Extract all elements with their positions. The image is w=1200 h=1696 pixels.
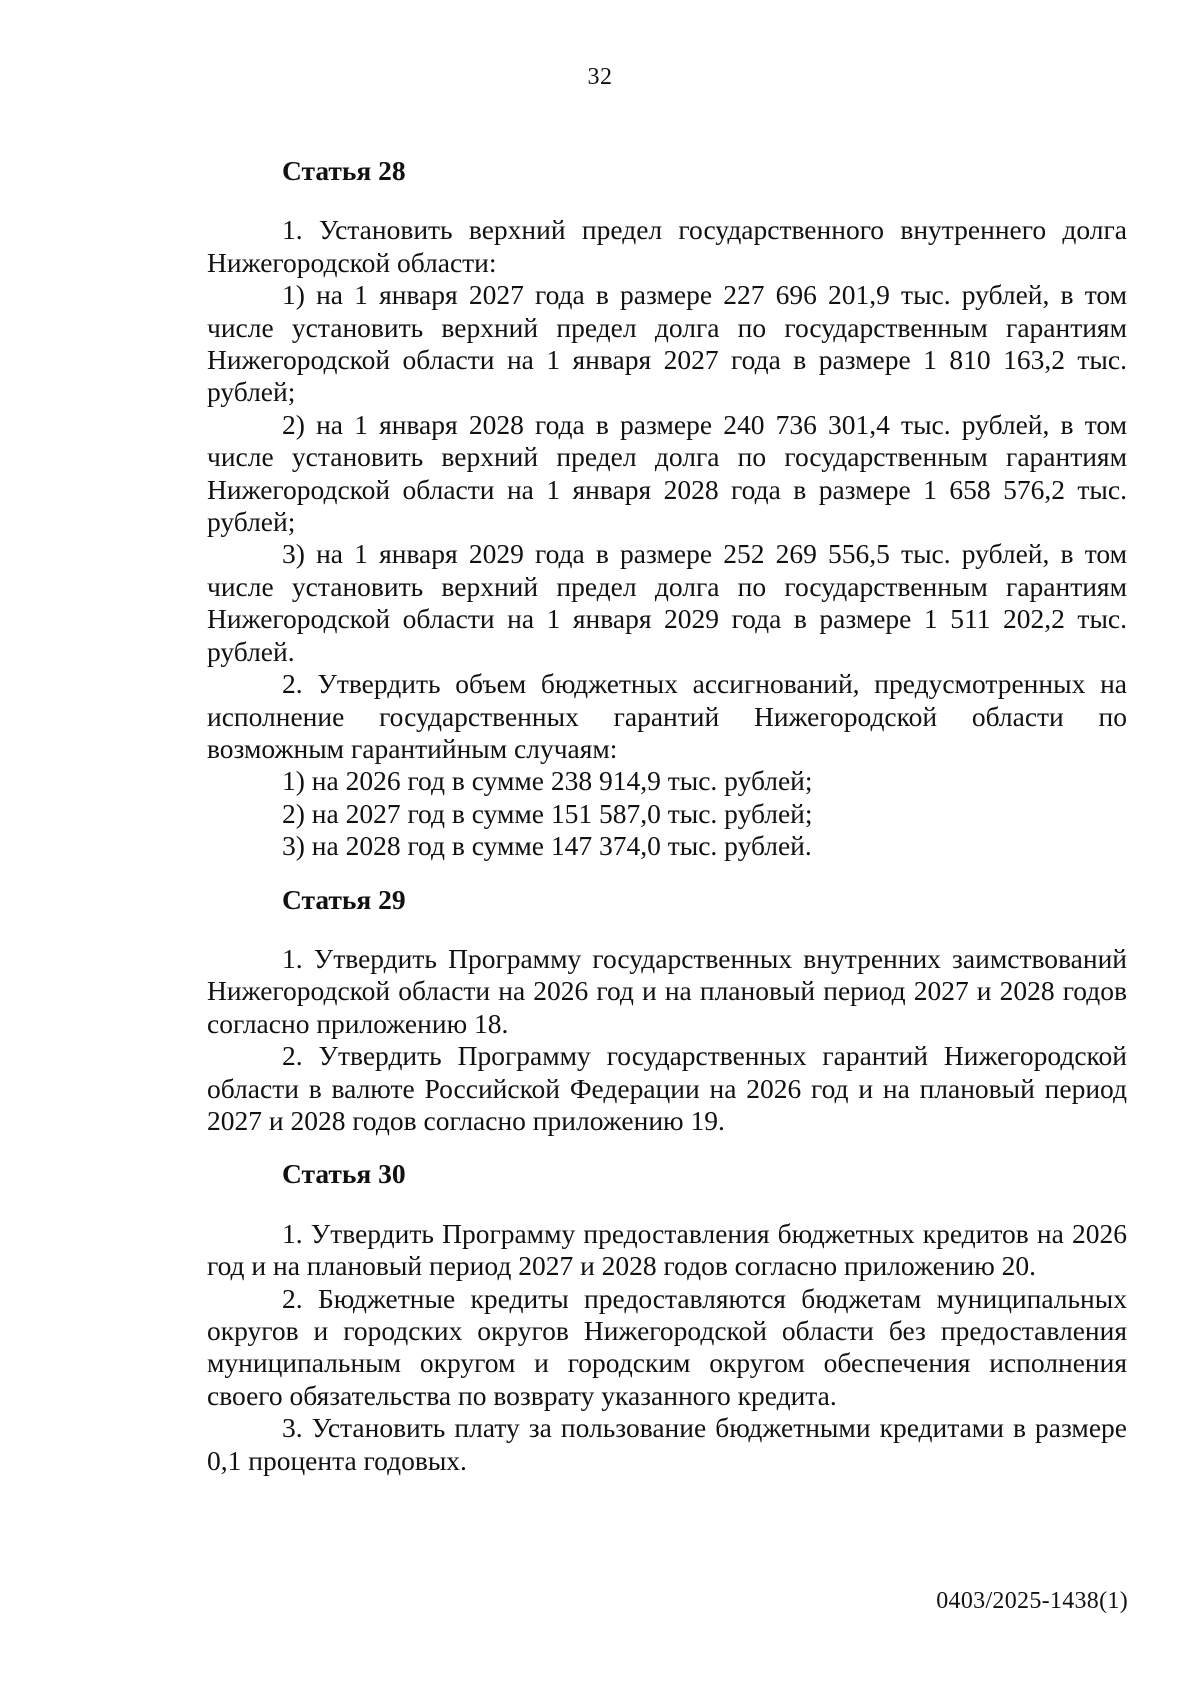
- article-paragraph: 1) на 1 января 2027 года в размере 227 696 201,9 тыс. рублей, в том числе установить верхний предел долга по государственным гарантиям Нижегородской области на 1 января 2027 года в размере 1 810 163,2 тыс. рублей;: [207, 279, 1127, 408]
- article-paragraph: 3) на 2028 год в сумме 147 374,0 тыс. рублей.: [282, 830, 812, 862]
- article-paragraph: 2. Утвердить Программу государственных гарантий Нижегородской области в валюте Российской Федерации на 2026 год и на плановый период 2027 и 2028 годов согласно приложению 19.: [207, 1040, 1127, 1136]
- article-paragraph: 2) на 1 января 2028 года в размере 240 736 301,4 тыс. рублей, в том числе установить верхний предел долга по государственным гарантиям Нижегородской области на 1 января 2028 года в размере 1 658 576,2 тыс. рублей;: [207, 408, 1127, 538]
- document-body: [207, 135, 1127, 1477]
- article-30: [207, 1158, 1127, 1477]
- article-paragraph: 2. Утвердить объем бюджетных ассигнований, предусмотренных на исполнение государственных гарантий Нижегородской области по возможным гарантийным случаям:: [207, 668, 1127, 764]
- article-29: [207, 884, 1127, 1138]
- article-paragraph: 3. Установить плату за пользование бюджетными кредитами в размере 0,1 процента годовых.: [207, 1412, 1127, 1476]
- article-paragraph: 1. Установить верхний предел государственного внутреннего долга Нижегородской области:: [207, 214, 1127, 278]
- article-paragraph: 2. Бюджетные кредиты предоставляются бюджетам муниципальных округов и городских округов Нижегородской области без предоставления муниципальным округом и городским округом обеспечения исполнения своего обязательства по возврату указанного кредита.: [207, 1282, 1127, 1411]
- article-paragraph: 2) на 2027 год в сумме 151 587,0 тыс. рублей;: [282, 797, 813, 829]
- article-paragraph: 1. Утвердить Программу государственных внутренних заимствований Нижегородской области на 2026 год и на плановый период 2027 и 2028 годов согласно приложению 18.: [207, 942, 1127, 1039]
- article-heading: Статья 29: [282, 883, 406, 915]
- article-heading: Статья 30: [282, 1158, 406, 1190]
- article-paragraph: 1) на 2026 год в сумме 238 914,9 тыс. рублей;: [282, 765, 813, 797]
- article-paragraph: 1. Утвердить Программу предоставления бюджетных кредитов на 2026 год и на плановый период 2027 и 2028 годов согласно приложению 20.: [207, 1217, 1127, 1282]
- document-code: 0403/2025-1438(1): [936, 1588, 1128, 1614]
- article-heading: Статья 28: [282, 155, 406, 186]
- article-28: [207, 155, 1127, 863]
- article-paragraph: 3) на 1 января 2029 года в размере 252 269 556,5 тыс. рублей, в том числе установить верхний предел долга по государственным гарантиям Нижегородской области на 1 января 2029 года в размере 1 511 202,2 тыс. рублей.: [207, 538, 1127, 667]
- page-number: 32: [587, 64, 613, 90]
